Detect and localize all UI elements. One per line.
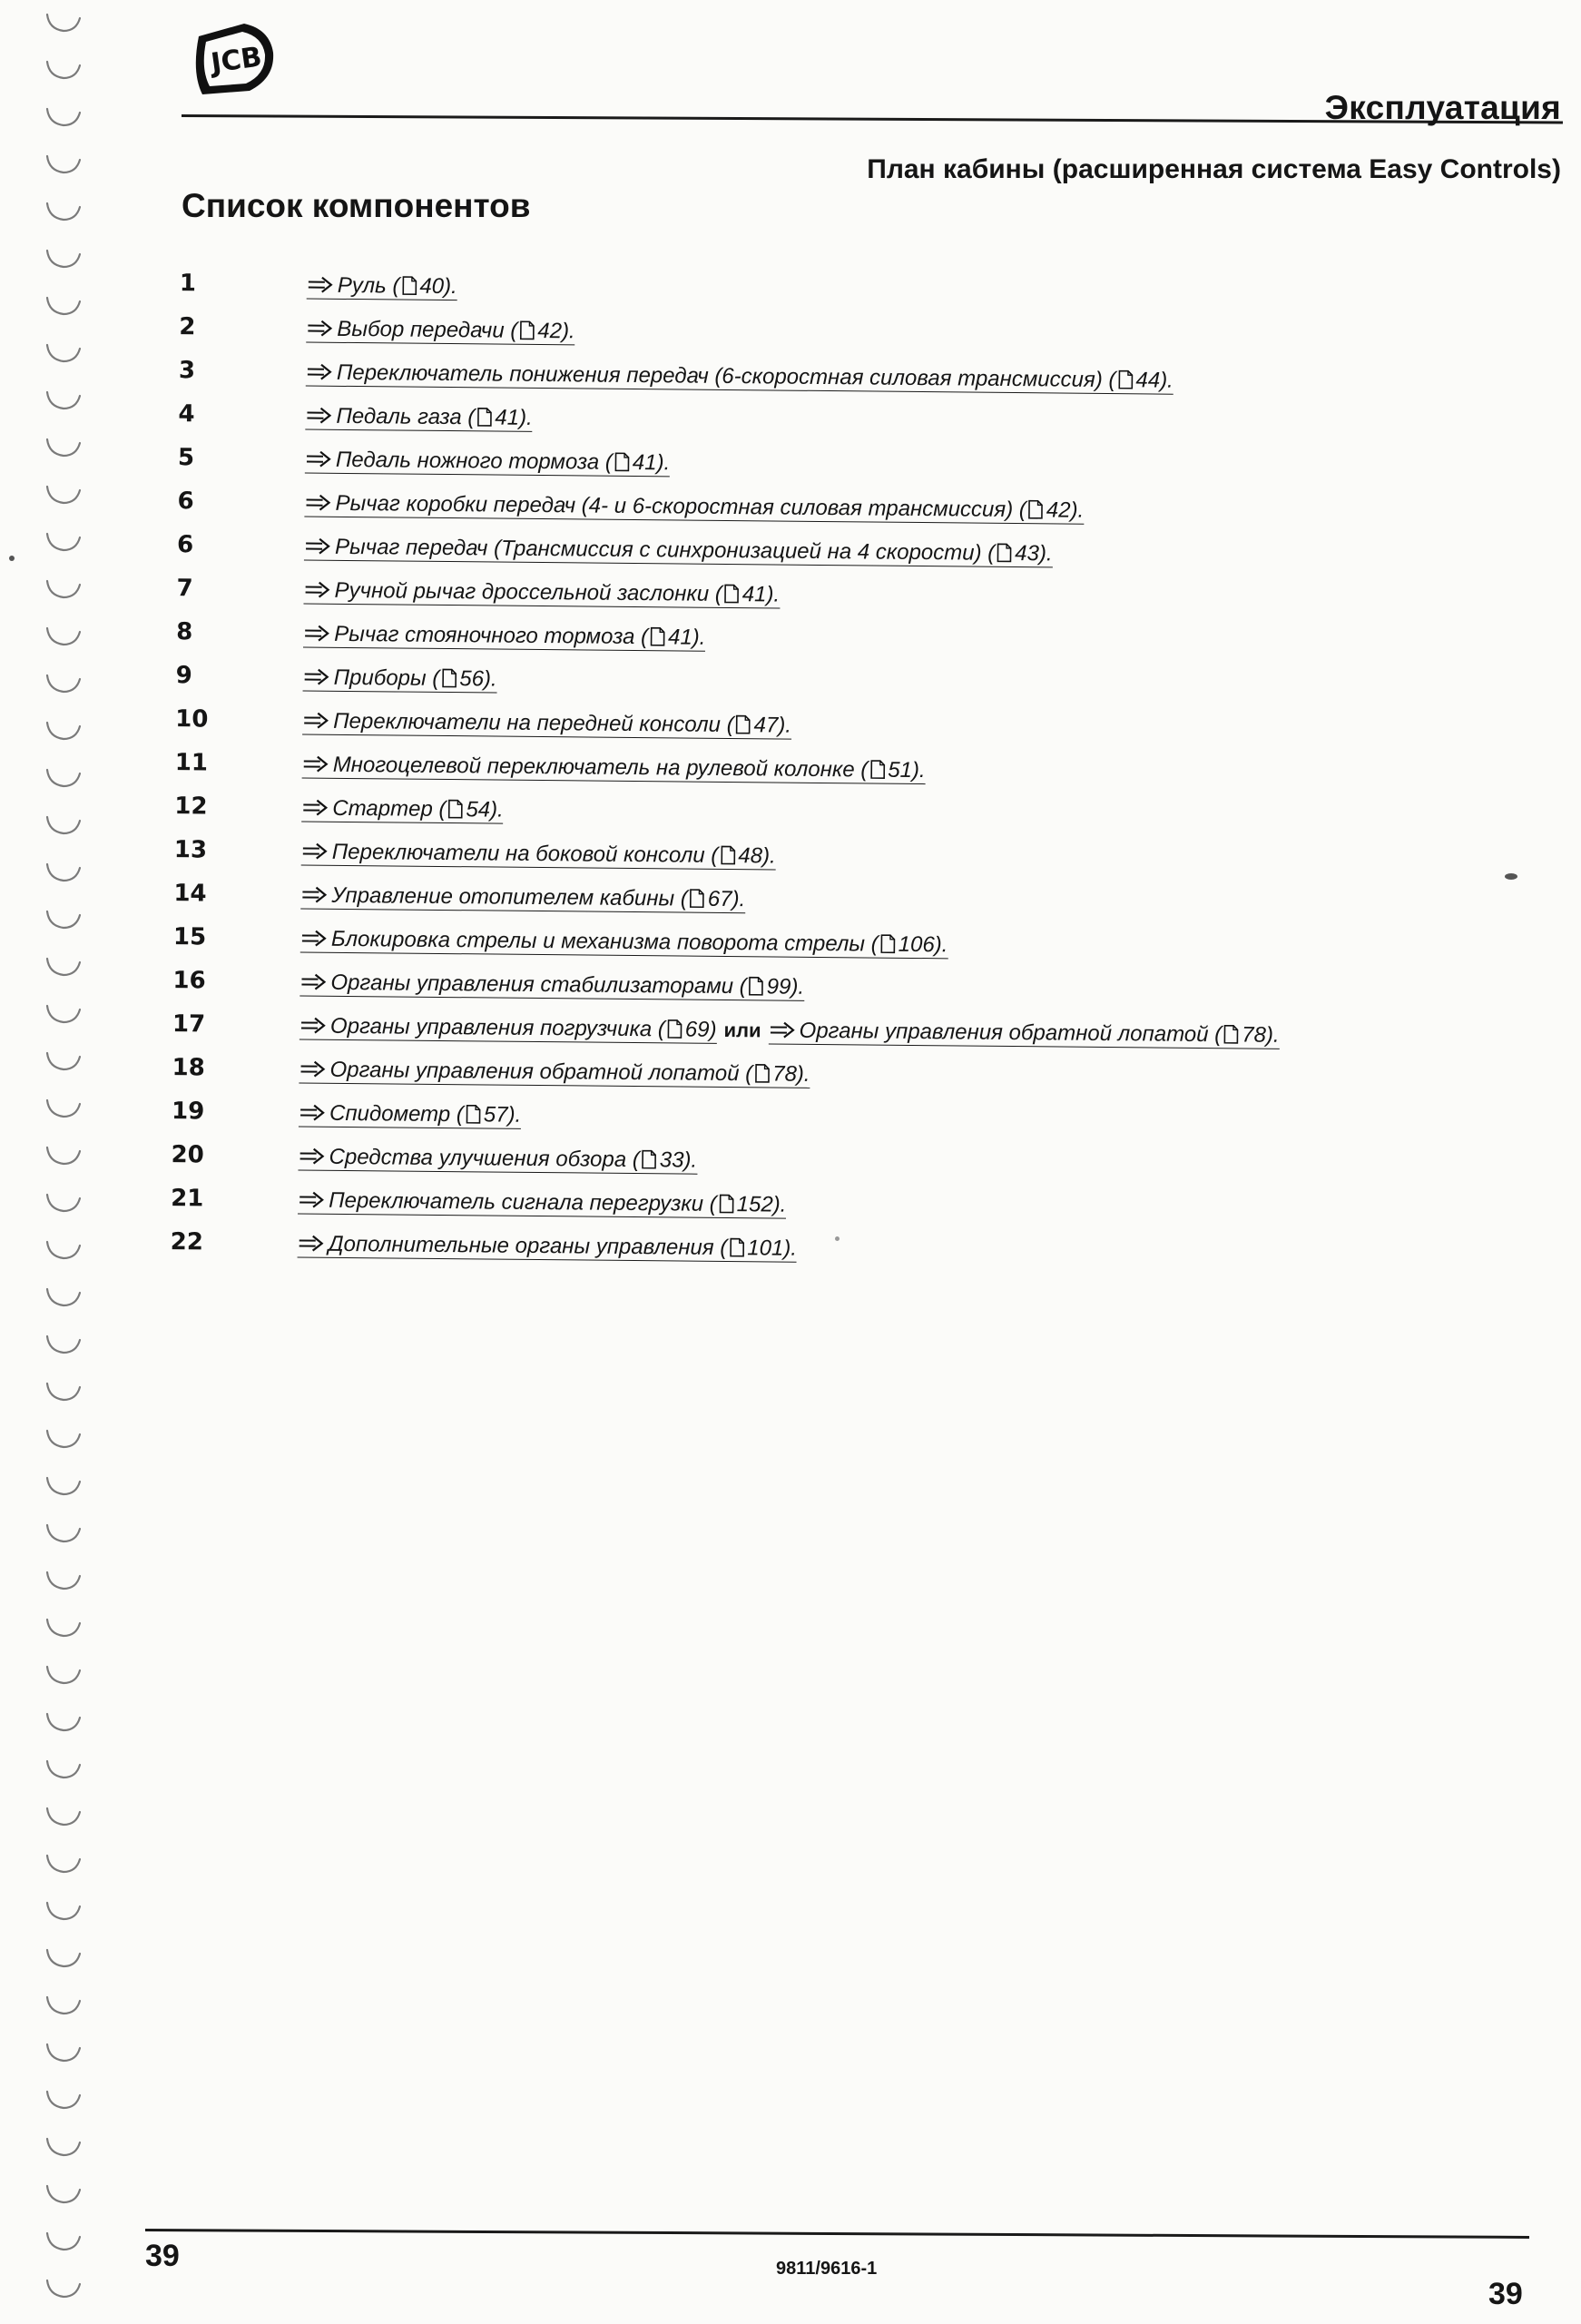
component-name: Спидометр ( — [329, 1100, 464, 1128]
component-link[interactable] — [299, 1057, 810, 1088]
binding-loop — [47, 1761, 80, 1777]
binding-loop — [47, 2186, 80, 2202]
component-number: 15 — [172, 923, 207, 951]
binding-loop — [47, 439, 80, 456]
arrow-icon — [299, 1098, 326, 1125]
logo-text: JCB — [209, 41, 264, 80]
component-name: Выбор передачи ( — [337, 316, 518, 343]
reference-close: ). — [518, 405, 533, 430]
component-name: Органы управления обратной лопатой ( — [799, 1018, 1223, 1048]
binding-loop — [47, 959, 80, 975]
reference-close: ). — [732, 887, 746, 912]
binding-loop — [47, 1950, 80, 1966]
binding-loop — [47, 1431, 80, 1447]
arrow-icon — [301, 793, 329, 820]
document-page-icon — [447, 799, 463, 819]
component-number: 8 — [176, 618, 193, 646]
component-entry — [300, 923, 948, 958]
component-entry — [301, 836, 776, 869]
component-link[interactable] — [300, 970, 804, 1000]
component-entry — [307, 271, 457, 300]
arrow-icon — [300, 923, 328, 950]
component-link[interactable] — [307, 273, 457, 301]
page-reference: 78 — [772, 1061, 798, 1087]
component-name: Блокировка стрелы и механизма поворота стрелы ( — [330, 926, 879, 957]
binding-loop — [47, 109, 80, 125]
component-entry — [300, 967, 804, 1000]
document-page-icon — [650, 626, 665, 646]
component-link[interactable] — [300, 882, 745, 913]
component-link[interactable] — [298, 1231, 798, 1262]
reference-close: ). — [790, 974, 805, 1000]
binding-loop — [47, 156, 80, 172]
binding-loop — [47, 1572, 80, 1589]
page-reference: 41 — [667, 625, 692, 650]
binding-loop — [47, 2139, 80, 2155]
component-number: 2 — [179, 313, 196, 341]
reference-close: ). — [1160, 368, 1173, 393]
page-reference: 41 — [632, 449, 657, 476]
binding-loop — [47, 770, 80, 786]
arrow-icon — [298, 1185, 325, 1212]
binding-loop — [47, 298, 80, 314]
binding-loop — [47, 392, 80, 409]
page-number-right: 39 — [1488, 2277, 1523, 2311]
component-entry — [302, 749, 926, 783]
component-number: 13 — [173, 836, 208, 864]
component-number: 4 — [178, 400, 195, 428]
component-number: 6 — [177, 487, 194, 516]
component-link[interactable] — [768, 1018, 1279, 1049]
component-entry — [298, 1185, 787, 1217]
document-page-icon — [1223, 1024, 1239, 1044]
binding-loop — [47, 1336, 80, 1353]
page-reference: 41 — [495, 405, 520, 430]
component-number: 10 — [175, 705, 209, 734]
component-number: 22 — [170, 1228, 204, 1256]
arrow-icon — [304, 532, 331, 559]
component-name: Органы управления погрузчика ( — [329, 1013, 666, 1042]
reference-close: ). — [683, 1147, 698, 1173]
reference-close: ). — [761, 843, 776, 869]
document-page-icon — [519, 320, 535, 340]
binding-loop — [47, 1525, 80, 1541]
binding-loop — [47, 1147, 80, 1164]
document-page-icon — [749, 976, 764, 996]
document-page-icon — [642, 1149, 657, 1169]
binding-loop — [47, 581, 80, 597]
component-entry — [303, 618, 706, 650]
document-page-icon — [401, 276, 417, 296]
component-link[interactable] — [302, 708, 791, 739]
binding-loop — [47, 1903, 80, 1919]
component-number: 7 — [176, 575, 193, 603]
page-reference: 106 — [898, 931, 935, 958]
binding-loop — [47, 2092, 80, 2108]
binding-loop — [47, 723, 80, 739]
component-list — [153, 269, 1416, 1283]
binding-loop — [47, 1714, 80, 1730]
reference-close: ). — [783, 1236, 798, 1261]
arrow-icon — [299, 1054, 326, 1081]
component-name: Рычаг стояночного тормоза ( — [334, 621, 649, 650]
component-entry — [303, 662, 497, 692]
binding-loop — [47, 1384, 80, 1400]
document-page-icon — [736, 714, 751, 734]
reference-close: ). — [796, 1061, 810, 1087]
binding-loop — [47, 1242, 80, 1258]
arrow-icon — [298, 1141, 325, 1168]
document-page-icon — [690, 889, 705, 909]
scan-speck — [9, 556, 15, 561]
component-name: Педаль ножного тормоза ( — [335, 447, 613, 475]
component-entry — [303, 576, 780, 608]
component-number: 5 — [177, 444, 195, 472]
component-name: Стартер ( — [332, 795, 447, 822]
component-link[interactable] — [298, 1187, 787, 1218]
document-page-icon — [1028, 499, 1044, 519]
reference-close: ). — [489, 797, 504, 822]
binding-loop — [47, 911, 80, 928]
component-entry — [299, 1054, 810, 1087]
component-entry — [305, 401, 533, 431]
arrow-icon — [302, 705, 329, 733]
component-link[interactable] — [300, 926, 948, 959]
component-entry — [305, 445, 671, 477]
binding-loop — [47, 1620, 80, 1636]
component-number: 21 — [171, 1185, 204, 1213]
binding-loop — [47, 487, 80, 503]
arrow-icon — [300, 1010, 327, 1038]
page-reference: 99 — [766, 974, 791, 1000]
document-page-icon — [724, 584, 740, 604]
document-page-icon — [667, 1019, 682, 1039]
arrow-icon — [305, 401, 332, 428]
page-reference: 51 — [888, 757, 913, 783]
page-reference: 40 — [419, 273, 445, 299]
binding-loop — [47, 1478, 80, 1494]
component-name: Многоцелевой переключатель на рулевой колонке ( — [332, 752, 869, 783]
reference-close: ). — [1038, 541, 1053, 566]
component-name: Органы управления стабилизаторами ( — [330, 970, 747, 1000]
component-link[interactable] — [303, 621, 706, 651]
document-page-icon — [1117, 369, 1133, 389]
reference-close: ). — [561, 319, 575, 344]
page-reference: 43 — [1015, 541, 1040, 566]
component-name: Управление отопителем кабины ( — [331, 882, 688, 911]
component-link[interactable] — [304, 491, 1084, 525]
binding-loop — [47, 864, 80, 881]
component-name: Ручной рычаг дроссельной заслонки ( — [334, 577, 722, 606]
document-page-icon — [754, 1063, 770, 1083]
arrow-icon — [302, 749, 329, 776]
binding-loop — [47, 1289, 80, 1305]
arrow-icon — [303, 662, 330, 689]
document-page-icon — [441, 668, 457, 688]
component-entry — [302, 705, 791, 738]
component-link[interactable] — [306, 317, 575, 346]
page-reference: 41 — [741, 582, 767, 607]
binding-loop — [47, 1195, 80, 1211]
reference-close: ). — [911, 757, 926, 783]
binding-loop — [47, 2280, 80, 2297]
document-code: 9811/9616-1 — [776, 2259, 878, 2279]
scan-speck — [835, 1236, 840, 1241]
spiral-binding — [36, 0, 91, 2324]
reference-close: ). — [507, 1102, 522, 1128]
page-reference: 54 — [466, 797, 491, 822]
component-name: Руль ( — [337, 272, 400, 299]
page-reference: 101 — [747, 1236, 784, 1261]
page-reference: 152 — [736, 1192, 773, 1217]
page-reference: 56 — [459, 666, 485, 692]
page-reference: 78 — [1242, 1022, 1267, 1048]
binding-loop — [47, 62, 80, 78]
binding-loop — [47, 1667, 80, 1683]
arrow-icon — [305, 445, 332, 472]
footer-rule — [145, 2229, 1529, 2239]
component-number: 18 — [172, 1054, 205, 1082]
reference-close: ). — [934, 932, 948, 958]
component-link[interactable] — [301, 839, 776, 870]
arrow-icon — [300, 967, 327, 994]
page-reference: 33 — [659, 1147, 684, 1173]
page-reference: 42 — [1046, 497, 1071, 523]
component-number: 12 — [174, 793, 208, 821]
reference-close: ). — [1070, 497, 1085, 523]
component-name: Педаль газа ( — [336, 403, 476, 430]
binding-loop — [47, 15, 80, 31]
list-heading: Список компонентов — [182, 187, 531, 224]
arrow-icon — [301, 836, 329, 863]
component-number: 3 — [178, 357, 196, 385]
page-reference: 47 — [753, 713, 779, 738]
reference-close: ). — [778, 713, 792, 738]
component-name: Органы управления обратной лопатой ( — [329, 1057, 753, 1087]
binding-loop — [47, 1808, 80, 1825]
component-entry — [299, 1098, 521, 1128]
component-link[interactable] — [301, 795, 504, 823]
page-reference: 67 — [707, 886, 732, 912]
component-link[interactable] — [302, 752, 926, 784]
subsection-title: План кабины (расширенная система Easy Controls) — [867, 154, 1561, 184]
section-title: Эксплуатация — [1324, 89, 1561, 126]
component-link[interactable] — [304, 535, 1053, 568]
component-link[interactable] — [300, 1013, 717, 1043]
component-number: 6 — [176, 531, 194, 559]
binding-loop — [47, 675, 80, 692]
component-number: 9 — [175, 662, 192, 690]
binding-loop — [47, 817, 80, 833]
component-link[interactable] — [305, 404, 533, 432]
component-name: Переключатель сигнала перегрузки ( — [329, 1187, 717, 1216]
scan-speck — [1505, 873, 1517, 880]
arrow-icon — [306, 314, 333, 341]
component-number: 20 — [171, 1141, 204, 1169]
component-entry — [298, 1141, 697, 1173]
document-page-icon — [614, 452, 630, 472]
page-reference: 42 — [537, 318, 563, 344]
document-page-icon — [729, 1237, 744, 1257]
component-link[interactable] — [298, 1144, 697, 1174]
page-reference: 44 — [1135, 368, 1161, 393]
reference-close: ). — [443, 273, 457, 300]
component-name: Приборы ( — [333, 665, 440, 691]
document-page-icon — [719, 1194, 734, 1214]
reference-close: ) — [709, 1017, 717, 1042]
component-entry — [300, 880, 745, 912]
component-name: Средства улучшения обзора ( — [329, 1144, 640, 1173]
reference-close: ). — [656, 450, 671, 476]
jcb-logo — [186, 16, 281, 98]
component-number: 14 — [173, 880, 207, 908]
reference-close: ). — [483, 666, 497, 692]
page-reference: 57 — [483, 1102, 508, 1128]
binding-loop — [47, 1997, 80, 2014]
document-page-icon — [466, 1104, 481, 1124]
component-link[interactable] — [306, 360, 1173, 395]
or-connector: или — [723, 1018, 761, 1042]
component-name: Рычаг коробки передач (4- и 6-скоростная силовая трансмиссия) ( — [335, 490, 1026, 523]
component-name: Переключатели на передней консоли ( — [333, 708, 734, 738]
arrow-icon — [298, 1228, 325, 1256]
reference-close: ). — [1265, 1022, 1280, 1048]
component-entry — [298, 1228, 798, 1261]
component-name: Переключатели на боковой консоли ( — [331, 839, 719, 868]
component-name: Дополнительные органы управления ( — [328, 1231, 728, 1261]
binding-loop — [47, 1100, 80, 1117]
document-page-icon — [880, 934, 896, 954]
binding-loop — [47, 345, 80, 361]
reference-close: ). — [772, 1192, 787, 1217]
page-number-left: 39 — [145, 2239, 180, 2273]
reference-close: ). — [692, 625, 706, 650]
arrow-icon — [307, 271, 334, 298]
component-name: Переключатель понижения передач (6-скоростная силовая трансмиссия) ( — [336, 359, 1116, 393]
component-name: Рычаг передач (Трансмиссия с синхронизацией на 4 скорости) ( — [334, 534, 996, 566]
binding-loop — [47, 2044, 80, 2061]
binding-loop — [47, 628, 80, 645]
reference-close: ). — [766, 582, 781, 607]
component-number: 1 — [179, 270, 197, 298]
component-entry — [304, 532, 1053, 567]
component-link[interactable] — [303, 665, 497, 693]
arrow-icon — [300, 880, 328, 907]
arrow-icon — [304, 488, 331, 516]
component-number: 16 — [172, 967, 206, 995]
document-page-icon — [869, 759, 885, 779]
page-reference: 48 — [738, 843, 763, 869]
binding-loop — [47, 251, 80, 267]
binding-loop — [47, 203, 80, 220]
component-number: 11 — [174, 749, 209, 777]
arrow-icon — [303, 618, 330, 645]
binding-loop — [47, 1006, 80, 1022]
arrow-icon — [768, 1015, 795, 1042]
arrow-icon — [303, 576, 330, 603]
binding-loop — [47, 1856, 80, 1872]
component-entry — [301, 793, 504, 822]
document-page-icon — [476, 407, 492, 427]
binding-loop — [47, 2233, 80, 2250]
page-reference: 69 — [684, 1017, 710, 1042]
binding-loop — [47, 1053, 80, 1069]
component-number: 17 — [172, 1010, 206, 1039]
component-link[interactable] — [303, 578, 780, 609]
component-link[interactable] — [305, 448, 671, 478]
document-page-icon — [997, 543, 1012, 563]
binding-loop — [47, 534, 80, 550]
component-link[interactable] — [299, 1100, 521, 1128]
component-entry — [306, 314, 575, 345]
arrow-icon — [306, 358, 333, 385]
component-number: 19 — [171, 1098, 205, 1126]
document-page-icon — [720, 845, 735, 865]
